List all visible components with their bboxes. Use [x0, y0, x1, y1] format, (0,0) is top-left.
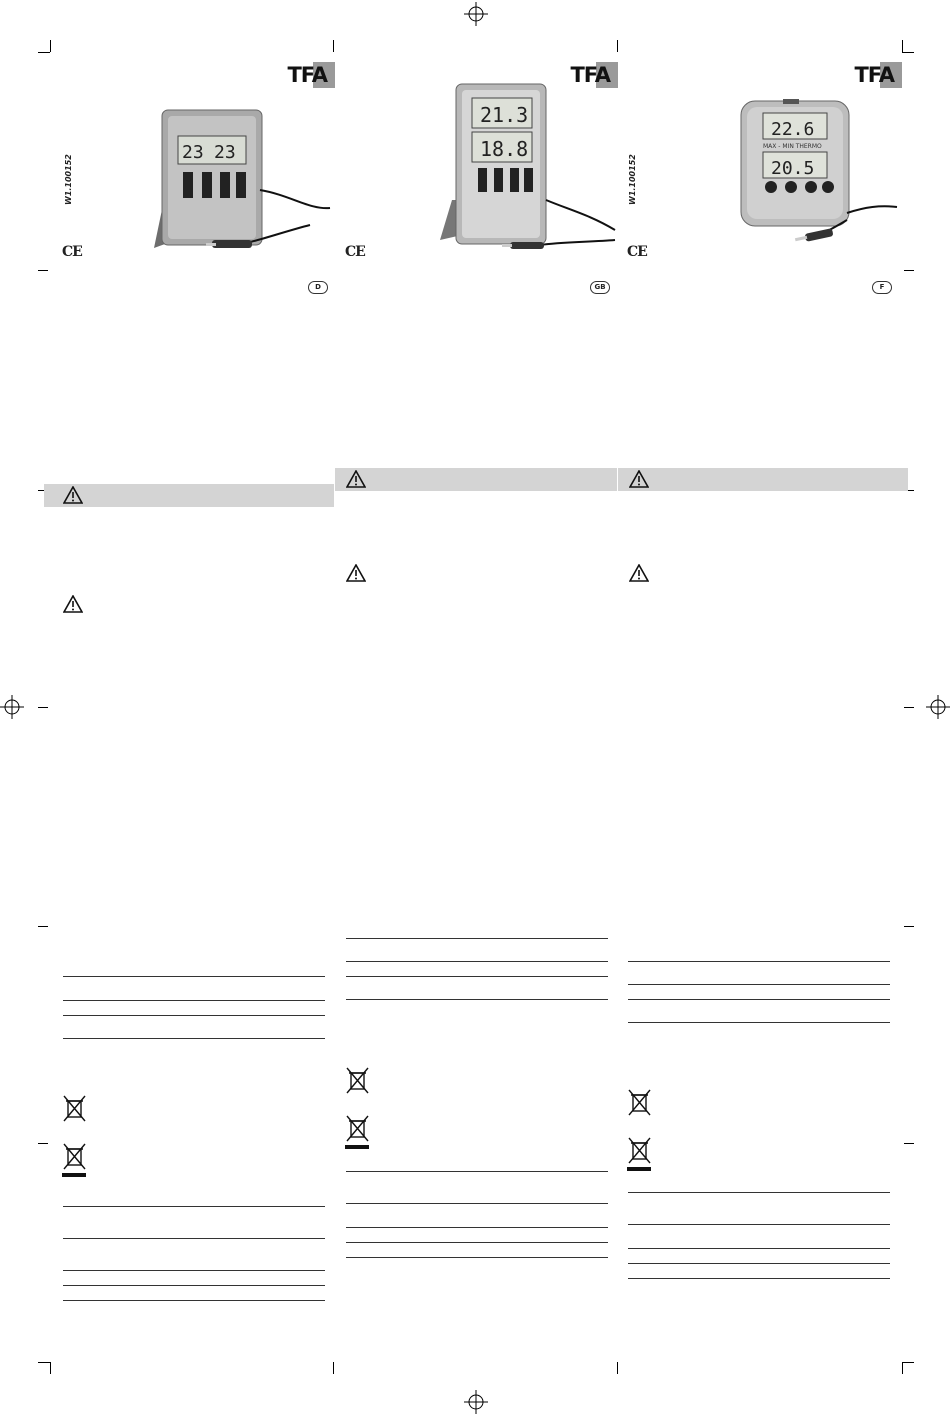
display-top: 22.6 [771, 119, 815, 140]
display-a: 23 [182, 142, 204, 163]
table-rule [628, 1022, 890, 1023]
table-rule [628, 1224, 890, 1225]
registration-mark-bottom [464, 1390, 488, 1414]
crossed-bin-icon [345, 1114, 371, 1150]
warning-triangle-icon [63, 595, 83, 613]
display-bottom: 20.5 [771, 158, 815, 179]
table-rule [63, 1270, 325, 1271]
table-rule [346, 938, 608, 939]
table-rule [628, 1192, 890, 1193]
warning-bar [618, 468, 908, 491]
table-rule [628, 1248, 890, 1249]
ce-mark: CE [627, 244, 647, 260]
display-top: 21.3 [480, 103, 529, 127]
product-code: W1.100152 [64, 154, 73, 205]
table-rule [346, 1203, 608, 1204]
device-label: MAX - MIN THERMO [763, 143, 822, 150]
table-rule [63, 1300, 325, 1301]
table-rule [346, 999, 608, 1000]
language-badge: GB [590, 281, 610, 294]
table-rule [346, 1257, 608, 1258]
product-code: W1.100152 [628, 154, 637, 205]
table-rule [628, 984, 890, 985]
warning-triangle-icon [629, 564, 649, 582]
warning-bar [44, 484, 334, 507]
table-rule [628, 1278, 890, 1279]
thermometer-photo-de [150, 100, 335, 265]
table-rule [63, 1206, 325, 1207]
display-b: 23 [214, 142, 236, 163]
table-rule [63, 976, 325, 977]
table-rule [63, 1285, 325, 1286]
table-rule [63, 1015, 325, 1016]
thermometer-photo-gb [440, 80, 620, 260]
table-rule [346, 1171, 608, 1172]
table-rule [63, 1000, 325, 1001]
tfa-logo: TFA [554, 62, 618, 88]
table-rule [628, 1263, 890, 1264]
crossed-bin-icon [62, 1094, 88, 1124]
language-badge: D [308, 281, 328, 294]
ce-mark: CE [345, 244, 365, 260]
crossed-bin-icon [62, 1142, 88, 1178]
language-badge: F [872, 281, 892, 294]
warning-bar [335, 468, 617, 491]
table-rule [628, 961, 890, 962]
registration-mark-right [926, 695, 950, 719]
warning-triangle-icon [629, 470, 649, 488]
crossed-bin-icon [627, 1088, 653, 1118]
registration-mark-top [464, 2, 488, 26]
table-rule [346, 1227, 608, 1228]
tfa-logo: TFA [271, 62, 335, 88]
tfa-logo: TFA [838, 62, 902, 88]
warning-triangle-icon [63, 486, 83, 504]
warning-triangle-icon [346, 564, 366, 582]
table-rule [63, 1238, 325, 1239]
ce-mark: CE [62, 244, 82, 260]
warning-triangle-icon [346, 470, 366, 488]
table-rule [628, 999, 890, 1000]
table-rule [346, 976, 608, 977]
table-rule [346, 961, 608, 962]
crossed-bin-icon [345, 1066, 371, 1096]
registration-mark-left [0, 695, 24, 719]
crossed-bin-icon [627, 1136, 653, 1172]
display-bottom: 18.8 [480, 137, 529, 161]
table-rule [63, 1038, 325, 1039]
thermometer-photo-fr [735, 95, 900, 255]
table-rule [346, 1242, 608, 1243]
